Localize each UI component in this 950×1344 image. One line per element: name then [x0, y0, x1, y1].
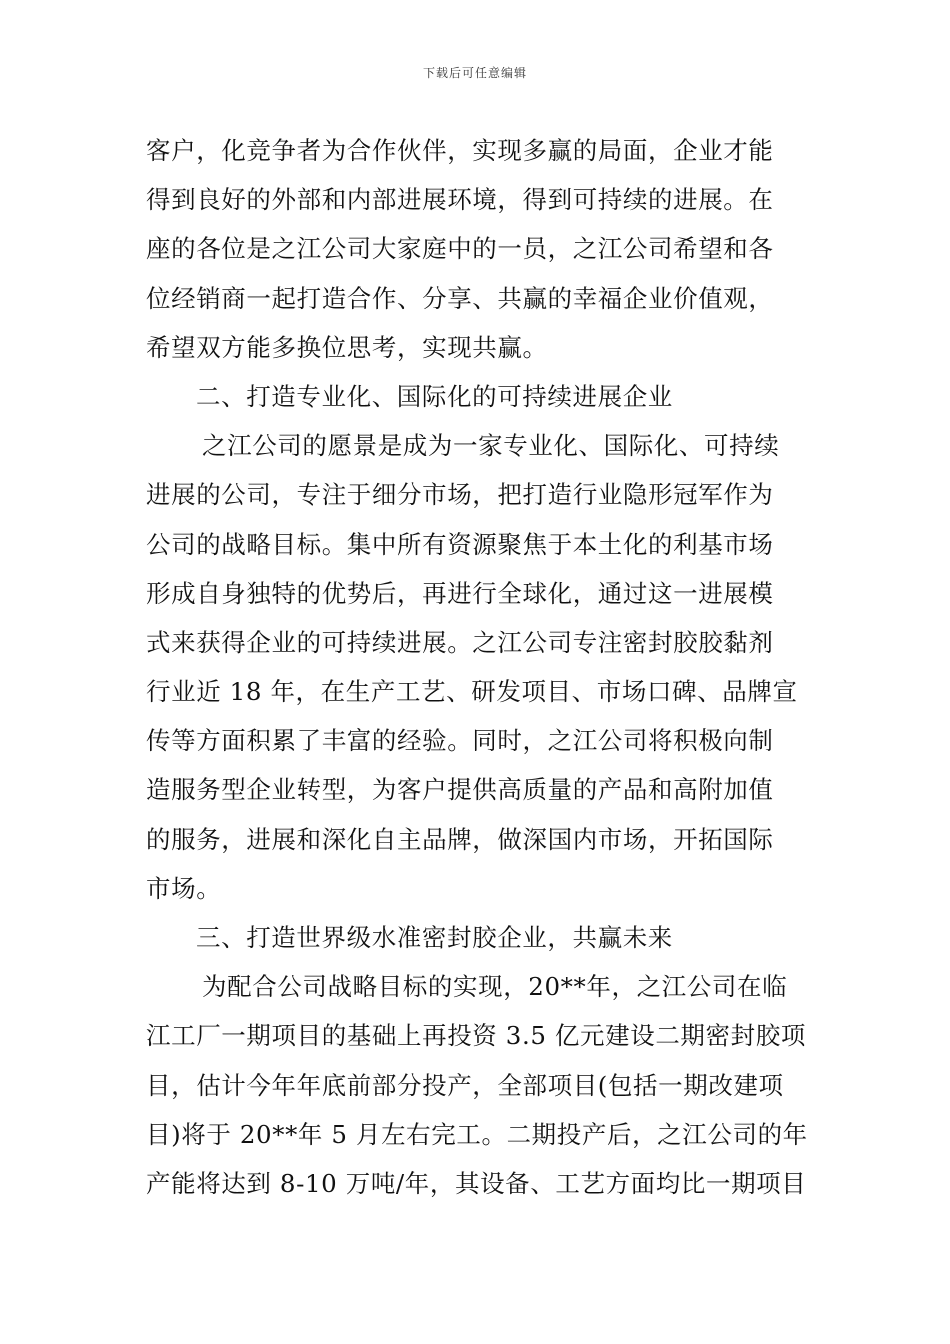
text-line: 座的各位是之江公司大家庭中的一员，之江公司希望和各 — [146, 234, 774, 264]
text-line: 形成自身独特的优势后，再进行全球化，通过这一进展模 — [146, 578, 774, 608]
text-line: 产能将达到 8-10 万吨/年，其设备、工艺方面均比一期项目 — [146, 1168, 807, 1198]
text-line: 希望双方能多换位思考，实现共赢。 — [146, 332, 548, 362]
paragraph-first-line: 之江公司的愿景是成为一家专业化、国际化、可持续 — [202, 431, 780, 461]
text-line: 客户，化竞争者为合作伙伴，实现多赢的局面，企业才能 — [146, 136, 774, 165]
text-line: 行业近 18 年，在生产工艺、研发项目、市场口碑、品牌宣 — [146, 677, 798, 707]
text-line: 得到良好的外部和内部进展环境，得到可持续的进展。在 — [146, 185, 774, 215]
text-line: 造服务型企业转型，为客户提供高质量的产品和高附加值 — [146, 775, 774, 805]
text-line: 传等方面积累了丰富的经验。同时，之江公司将积极向制 — [146, 726, 774, 756]
text-line: 目)将于 20**年 5 月左右完工。二期投产后，之江公司的年 — [146, 1119, 808, 1149]
text-line: 位经销商一起打造合作、分享、共赢的幸福企业价值观， — [146, 283, 774, 313]
page-header: 下载后可任意编辑 — [422, 66, 527, 80]
document-body — [146, 126, 810, 1208]
section-heading: 三、打造世界级水准密封胶企业，共赢未来 — [196, 923, 673, 952]
text-line: 市场。 — [146, 873, 222, 903]
text-line: 式来获得企业的可持续进展。之江公司专注密封胶胶黏剂 — [146, 627, 774, 657]
text-line: 公司的战略目标。集中所有资源聚焦于本土化的利基市场 — [146, 529, 774, 559]
section-heading: 二、打造专业化、国际化的可持续进展企业 — [196, 381, 673, 411]
text-line: 的服务，进展和深化自主品牌，做深国内市场，开拓国际 — [146, 824, 774, 854]
text-line: 进展的公司，专注于细分市场，把打造行业隐形冠军作为 — [146, 480, 774, 510]
text-line: 目，估计今年年底前部分投产，全部项目(包括一期改建项 — [146, 1070, 784, 1100]
text-line: 江工厂一期项目的基础上再投资 3.5 亿元建设二期密封胶项 — [146, 1021, 806, 1051]
paragraph-first-line: 为配合公司战略目标的实现，20**年，之江公司在临 — [202, 972, 788, 1002]
